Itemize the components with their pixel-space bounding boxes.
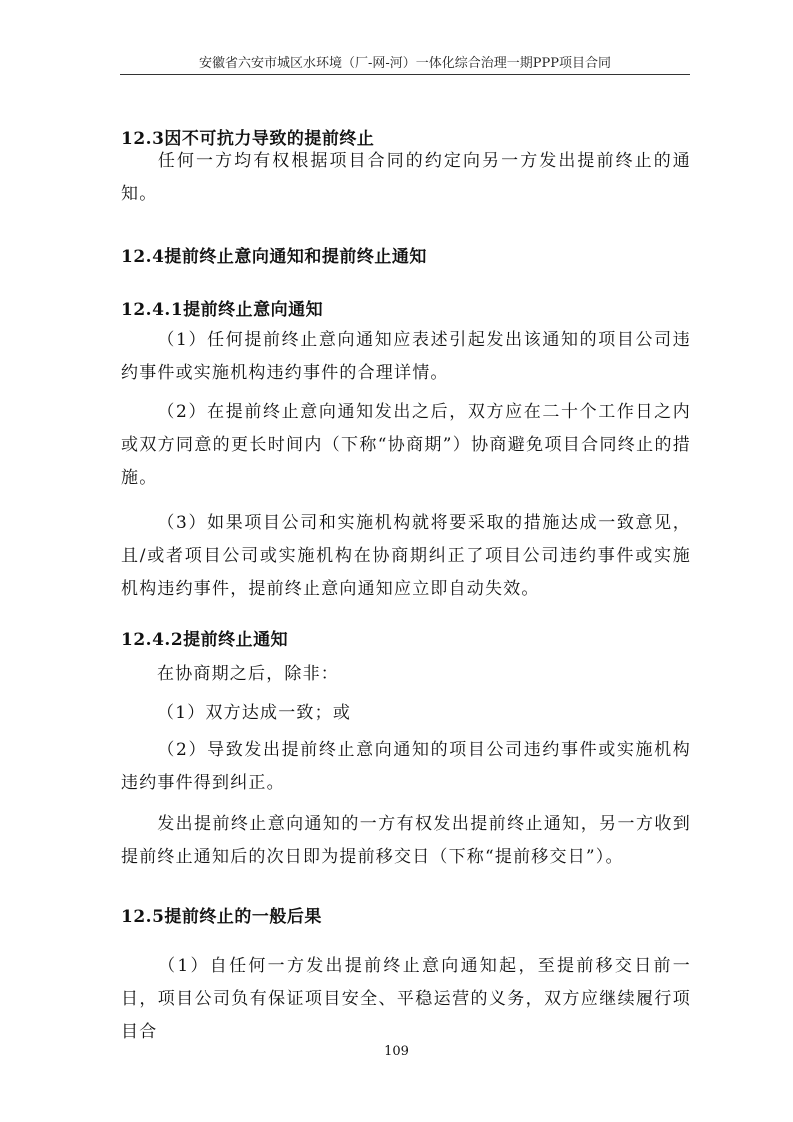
section-heading-12-4-2: 12.4.2提前终止通知 xyxy=(121,630,289,650)
paragraph xyxy=(121,507,691,606)
header-divider xyxy=(120,74,690,75)
paragraph xyxy=(121,396,691,495)
section-heading-12-5: 12.5提前终止的一般后果 xyxy=(121,907,322,927)
paragraph-text: （1）双方达成一致；或 xyxy=(157,703,352,723)
paragraph xyxy=(121,324,691,390)
paragraph xyxy=(121,734,691,800)
paragraph xyxy=(121,658,691,691)
section-heading-12-4: 12.4提前终止意向通知和提前终止通知 xyxy=(121,247,427,267)
running-header: 安徽省六安市城区水环境（厂-网-河）一体化综合治理一期PPP项目合同 xyxy=(198,56,612,71)
paragraph-text: 任何一方均有权根据项目合同的约定向另一方发出提前终止的通知。 xyxy=(121,151,691,204)
paragraph-text: 发出提前终止意向通知的一方有权发出提前终止通知，另一方收到提前终止通知后的次日即为提前移交日（下称“提前移交日”）。 xyxy=(121,814,691,867)
paragraph-text: 在协商期之后，除非： xyxy=(157,664,339,684)
section-heading-12-3: 12.3因不可抗力导致的提前终止 xyxy=(121,129,375,149)
paragraph xyxy=(121,697,691,730)
paragraph-text: （1）任何提前终止意向通知应表述引起发出该通知的项目公司违约事件或实施机构违约事件的合理详情。 xyxy=(121,330,691,383)
page-number: 109 xyxy=(384,1044,409,1059)
paragraph xyxy=(121,950,691,1049)
section-heading-12-4-1: 12.4.1提前终止意向通知 xyxy=(121,300,324,320)
paragraph-text: （2）导致发出提前终止意向通知的项目公司违约事件或实施机构违约事件得到纠正。 xyxy=(121,740,691,793)
paragraph-text: （3）如果项目公司和实施机构就将要采取的措施达成一致意见，且/或者项目公司或实施机构在协商期纠正了项目公司违约事件或实施机构违约事件，提前终止意向通知应立即自动失效。 xyxy=(121,513,691,599)
paragraph-text: （2）在提前终止意向通知发出之后，双方应在二十个工作日之内或双方同意的更长时间内（下称“协商期”）协商避免项目合同终止的措施。 xyxy=(121,402,691,488)
paragraph xyxy=(121,145,691,211)
paragraph xyxy=(121,808,691,874)
paragraph-text: （1）自任何一方发出提前终止意向通知起，至提前移交日前一日，项目公司负有保证项目安全、平稳运营的义务，双方应继续履行项目合 xyxy=(121,956,691,1042)
